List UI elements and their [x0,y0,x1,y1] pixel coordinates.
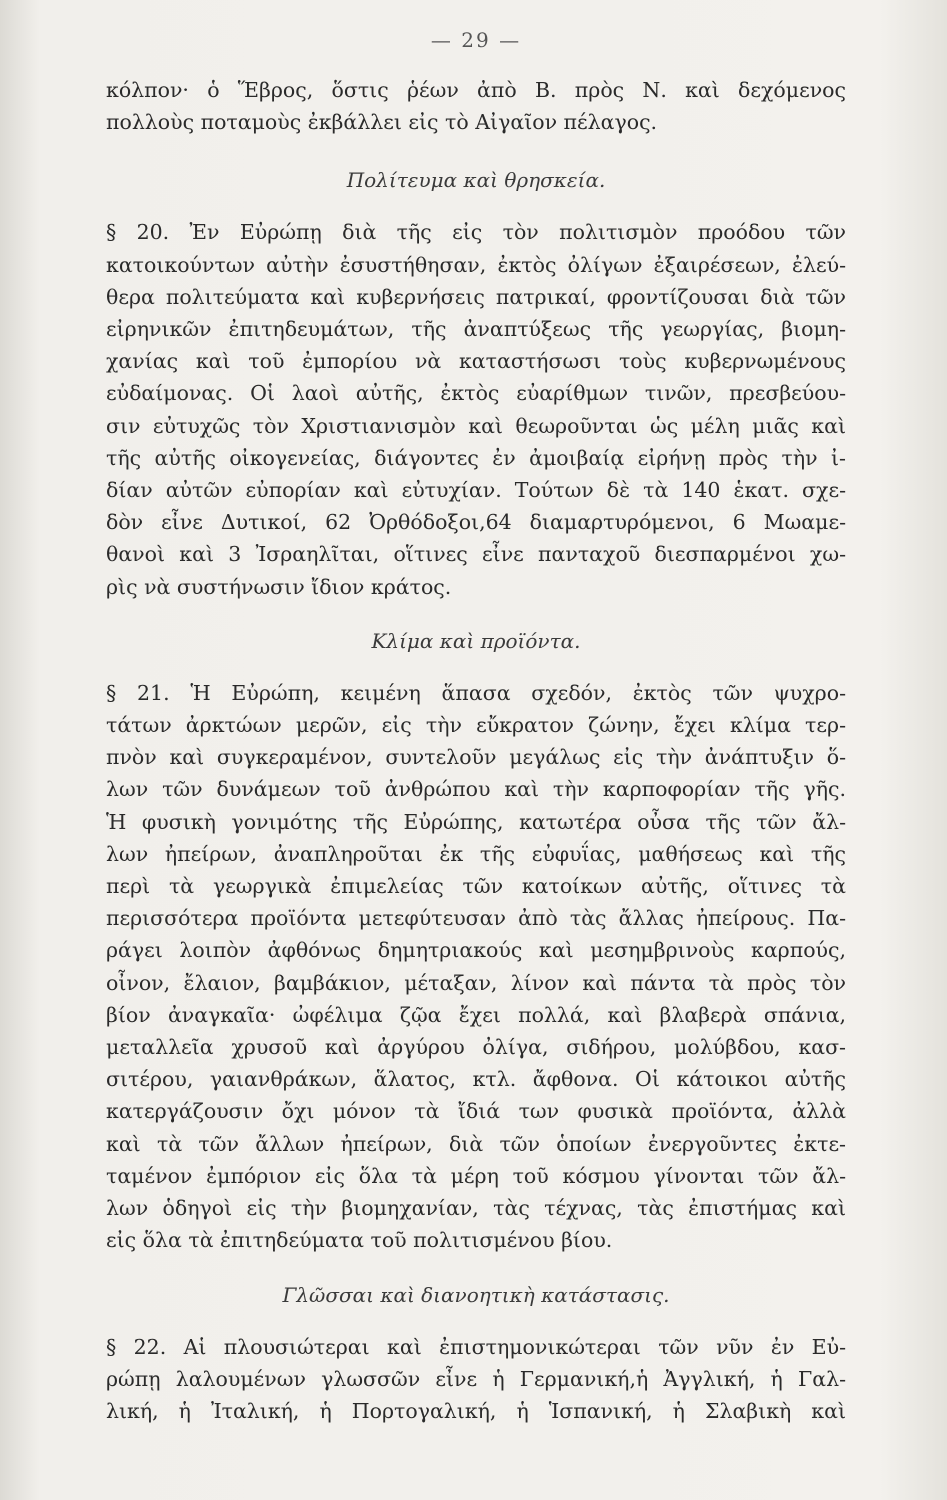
text-line: σιτέρου, γαιανθράκων, ἅλατος, κτλ. ἄφθονα. Οἱ κάτοικοι αὐτῆς [106,1067,846,1092]
section-22-paragraph [106,1331,846,1428]
text-line: κόλπον· ὁ Ἕβρος, ὅστις ῥέων ἀπὸ Β. πρὸς Ν. καὶ δεχόμενος [106,78,846,102]
text-line: ράγει λοιπὸν ἀφθόνως δημητριακούς καὶ μεσημβρινοὺς καρπούς, [106,938,846,963]
text-line: θανοὶ καὶ 3 Ἰσραηλῖται, οἵτινες εἶνε πανταχοῦ διεσπαρμένοι χω- [106,542,846,567]
text-line: δίαν αὐτῶν εὐπορίαν καὶ εὐτυχίαν. Τούτων δὲ τὰ 140 ἑκατ. σχε- [106,478,846,503]
text-line: τῆς αὐτῆς οἰκογενείας, διάγοντες ἐν ἀμοιβαίᾳ εἰρήνῃ πρὸς τὴν ἰ- [106,445,846,470]
text-line: περισσότερα προϊόντα μετεφύτευσαν ἀπὸ τὰς ἄλλας ἠπείρους. Πα- [106,906,846,931]
text-line: τάτων ἀρκτώων μερῶν, εἰς τὴν εὔκρατον ζώνην, ἔχει κλίμα τερ- [106,713,846,738]
section-heading-klima: Κλίμα καὶ προϊόντα. [371,628,581,653]
section-21-paragraph [106,677,846,1257]
text-line: κατοικούντων αὐτὴν ἐσυστήθησαν, ἐκτὸς ὀλίγων ἐξαιρέσεων, ἐλεύ- [106,252,846,277]
text-line: οἶνον, ἔλαιον, βαμβάκιον, μέταξαν, λίνον καὶ πάντα τὰ πρὸς τὸν [106,970,846,995]
text-line: δὸν εἶνε Δυτικοί, 62 Ὀρθόδοξοι,64 διαμαρτυρόμενοι, 6 Μωαμε- [106,510,846,535]
text-line: πνὸν καὶ συγκεραμένον, συντελοῦν μεγάλως εἰς τὴν ἀνάπτυξιν ὅ- [106,745,846,770]
text-line: § 21. Ἡ Εὐρώπη, κειμένη ἅπασα σχεδόν, ἐκτὸς τῶν ψυχρο- [106,680,846,705]
text-line: εἰς ὅλα τὰ ἐπιτηδεύματα τοῦ πολιτισμένου βίου. [106,1228,613,1253]
text-line: βίον ἀναγκαῖα· ὠφέλιμα ζῷα ἔχει πολλά, καὶ βλαβερὰ σπάνια, [106,1002,846,1027]
text-line: § 20. Ἐν Εὐρώπῃ διὰ τῆς εἰς τὸν πολιτισμὸν προόδου τῶν [106,220,846,245]
page-number: — 29 — [430,28,522,52]
page-content [106,28,846,1427]
text-line: ρὶς νὰ συστήνωσιν ἴδιον κράτος. [106,574,452,599]
text-line: πολλοὺς ποταμοὺς ἐκβάλλει εἰς τὸ Αἰγαῖον πέλαγος. [106,110,658,135]
text-line: περὶ τὰ γεωργικὰ ἐπιμελείας τῶν κατοίκων αὐτῆς, οἵτινες τὰ [106,874,846,899]
text-line: σιν εὐτυχῶς τὸν Χριστιανισμὸν καὶ θεωροῦνται ὡς μέλη μιᾶς καὶ [106,413,846,438]
text-line: κατεργάζουσιν ὄχι μόνον τὰ ἴδιά των φυσικὰ προϊόντα, ἀλλὰ [106,1099,846,1124]
intro-paragraph [106,74,846,138]
text-line: λων τῶν δυνάμεων τοῦ ἀνθρώπου καὶ τὴν καρποφορίαν τῆς γῆς. [106,777,846,802]
section-heading-glossai: Γλῶσσαι καὶ διανοητικὴ κατάστασις. [282,1282,670,1307]
text-line: Ἡ φυσικὴ γονιμότης τῆς Εὐρώπης, κατωτέρα οὖσα τῆς τῶν ἄλ- [106,809,846,834]
text-line: ρώπῃ λαλουμένων γλωσσῶν εἶνε ἡ Γερμανική,ἡ Ἀγγλική, ἡ Γαλ- [106,1366,846,1391]
text-line: λική, ἡ Ἰταλική, ἡ Πορτογαλική, ἡ Ἱσπανική, ἡ Σλαβικὴ καὶ [106,1398,846,1423]
text-line: μεταλλεῖα χρυσοῦ καὶ ἀργύρου ὀλίγα, σιδήρου, μολύβδου, κασ- [106,1035,846,1060]
text-line: εὐδαίμονας. Οἱ λαοὶ αὐτῆς, ἐκτὸς εὐαρίθμων τινῶν, πρεσβεύου- [106,381,846,406]
text-line: καὶ τὰ τῶν ἄλλων ἠπείρων, διὰ τῶν ὁποίων ἐνεργοῦντες ἐκτε- [106,1131,846,1156]
text-line: § 22. Αἱ πλουσιώτεραι καὶ ἐπιστημονικώτεραι τῶν νῦν ἐν Εὐ- [106,1334,846,1359]
section-20-paragraph [106,216,846,602]
text-line: λων ἠπείρων, ἀναπληροῦται ἐκ τῆς εὐφυΐας, μαθήσεως καὶ τῆς [106,841,846,866]
text-line: λων ὁδηγοὶ εἰς τὴν βιομηχανίαν, τὰς τέχνας, τὰς ἐπιστήμας καὶ [106,1196,846,1221]
text-line: εἰρηνικῶν ἐπιτηδευμάτων, τῆς ἀναπτύξεως τῆς γεωργίας, βιομη- [106,317,846,342]
text-line: θερα πολιτεύματα καὶ κυβερνήσεις πατρικαί, φροντίζουσαι διὰ τῶν [106,284,846,309]
text-line: ταμένον ἐμπόριον εἰς ὅλα τὰ μέρη τοῦ κόσμου γίνονται τῶν ἄλ- [106,1163,846,1188]
text-line: χανίας καὶ τοῦ ἐμπορίου νὰ καταστήσωσι τοὺς κυβερνωμένους [106,349,846,374]
section-heading-politeuma: Πολίτευμα καὶ θρησκεία. [346,168,606,193]
